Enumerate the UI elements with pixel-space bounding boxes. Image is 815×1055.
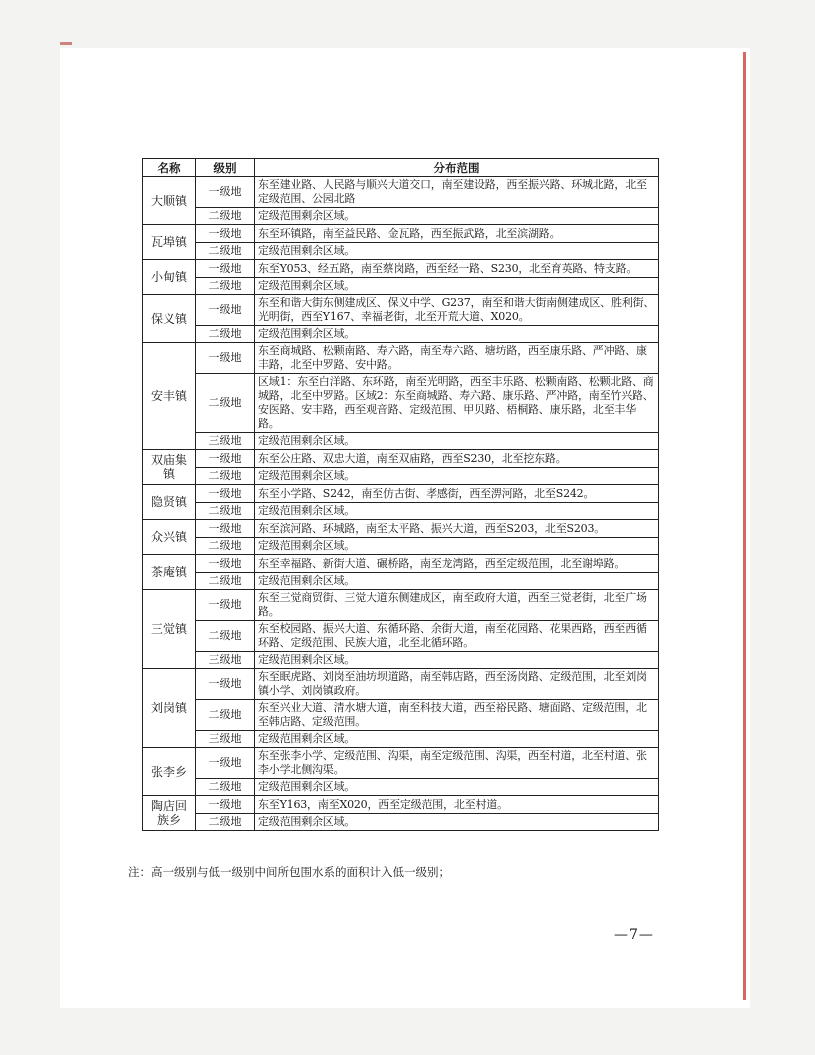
table-row (143, 700, 659, 731)
range-cell: 定级范围剩余区域。 (255, 779, 659, 796)
table-row (143, 520, 659, 538)
header-level: 级别 (196, 159, 255, 177)
range-cell: 东至三觉商贸街、三觉大道东侧建成区，南至政府大道，西至三觉老街，北至广场路。 (255, 590, 659, 621)
range-cell: 东至和谐大街东侧建成区、保义中学、G237，南至和谐大街南侧建成区、胜利街、光明街，西至Y167、幸福老街，北至开荒大道、X020。 (255, 295, 659, 326)
level-cell: 二级地 (196, 700, 255, 731)
level-cell: 一级地 (196, 225, 255, 243)
level-cell: 二级地 (196, 326, 255, 343)
range-cell: 定级范围剩余区域。 (255, 433, 659, 450)
table-row (143, 555, 659, 573)
table-row (143, 485, 659, 503)
level-cell: 一级地 (196, 796, 255, 814)
range-cell: 区域1：东至白洋路、东环路，南至光明路，西至丰乐路、松颗南路、松颗北路、商城路，北至中罗路。区域2：东至商城路、寿六路、康乐路、严冲路，南至竹兴路、安医路、安丰路，西至观音路、定级范围、甲贝路、梧桐路、康乐路，北至丰华路。 (255, 374, 659, 433)
town-name-cell: 双庙集镇 (143, 450, 196, 485)
level-cell: 二级地 (196, 814, 255, 831)
table-row (143, 278, 659, 295)
table-row (143, 374, 659, 433)
town-name-cell: 小甸镇 (143, 260, 196, 295)
land-grade-table (142, 158, 659, 831)
level-cell: 二级地 (196, 503, 255, 520)
town-name-cell: 保义镇 (143, 295, 196, 343)
level-cell: 一级地 (196, 520, 255, 538)
level-cell: 二级地 (196, 278, 255, 295)
scan-edge-line (743, 52, 746, 1000)
range-cell: 东至幸福路、新街大道、碾桥路，南至龙湾路，西至定级范围，北至谢埠路。 (255, 555, 659, 573)
range-cell: 东至校园路、振兴大道、东循环路、余街大道，南至花园路、花果西路，西至西循环路、定级范围、民族大道，北至北循环路。 (255, 621, 659, 652)
town-name-cell: 茶庵镇 (143, 555, 196, 590)
table-row (143, 731, 659, 748)
level-cell: 二级地 (196, 468, 255, 485)
range-cell: 东至Y053、经五路，南至蔡岗路，西至经一路、S230，北至育英路、特支路。 (255, 260, 659, 278)
table-row (143, 433, 659, 450)
town-name-cell: 瓦埠镇 (143, 225, 196, 260)
range-cell: 东至建业路、人民路与顺兴大道交口，南至建设路，西至振兴路、环城北路，北至定级范围、公园北路 (255, 177, 659, 208)
range-cell: 定级范围剩余区域。 (255, 538, 659, 555)
range-cell: 定级范围剩余区域。 (255, 731, 659, 748)
range-cell: 定级范围剩余区域。 (255, 208, 659, 225)
table-row (143, 779, 659, 796)
table-row (143, 295, 659, 326)
range-cell: 定级范围剩余区域。 (255, 468, 659, 485)
table-body (143, 177, 659, 831)
town-name-cell: 刘岗镇 (143, 669, 196, 748)
town-name-cell: 安丰镇 (143, 343, 196, 450)
table-row (143, 669, 659, 700)
table-header-row (143, 159, 659, 177)
range-cell: 东至兴业大道、清水塘大道，南至科技大道，西至裕民路、塘面路、定级范围，北至韩店路、定级范围。 (255, 700, 659, 731)
table-row (143, 621, 659, 652)
level-cell: 一级地 (196, 485, 255, 503)
level-cell: 一级地 (196, 295, 255, 326)
level-cell: 二级地 (196, 573, 255, 590)
level-cell: 二级地 (196, 374, 255, 433)
table-row (143, 814, 659, 831)
level-cell: 二级地 (196, 779, 255, 796)
table-note: 注：高一级别与低一级别中间所包围水系的面积计入低一级别； (128, 865, 450, 879)
level-cell: 三级地 (196, 731, 255, 748)
level-cell: 一级地 (196, 748, 255, 779)
range-cell: 定级范围剩余区域。 (255, 326, 659, 343)
table-row (143, 326, 659, 343)
table-row (143, 208, 659, 225)
table-row (143, 503, 659, 520)
level-cell: 一级地 (196, 343, 255, 374)
table-row (143, 225, 659, 243)
table-row (143, 260, 659, 278)
table-row (143, 538, 659, 555)
header-range: 分布范围 (255, 159, 659, 177)
range-cell: 定级范围剩余区域。 (255, 652, 659, 669)
range-cell: 东至商城路、松颗南路、寿六路，南至寿六路、塘坊路，西至康乐路、严冲路、康丰路，北至中罗路、安中路。 (255, 343, 659, 374)
range-cell: 定级范围剩余区域。 (255, 243, 659, 260)
level-cell: 一级地 (196, 260, 255, 278)
town-name-cell: 众兴镇 (143, 520, 196, 555)
level-cell: 一级地 (196, 669, 255, 700)
level-cell: 三级地 (196, 433, 255, 450)
range-cell: 定级范围剩余区域。 (255, 814, 659, 831)
table-row (143, 652, 659, 669)
table-row (143, 748, 659, 779)
range-cell: 定级范围剩余区域。 (255, 278, 659, 295)
range-cell: 东至小学路、S242，南至仿古街、孝感街，西至淠河路，北至S242。 (255, 485, 659, 503)
table-row (143, 177, 659, 208)
level-cell: 一级地 (196, 177, 255, 208)
town-name-cell: 张李乡 (143, 748, 196, 796)
level-cell: 一级地 (196, 450, 255, 468)
level-cell: 一级地 (196, 590, 255, 621)
range-cell: 定级范围剩余区域。 (255, 503, 659, 520)
level-cell: 三级地 (196, 652, 255, 669)
table-row (143, 468, 659, 485)
range-cell: 东至眠虎路、刘岗至油坊坝道路，南至韩店路，西至汤岗路、定级范围，北至刘岗镇小学、刘岗镇政府。 (255, 669, 659, 700)
table-row (143, 450, 659, 468)
table-row (143, 573, 659, 590)
table-row (143, 343, 659, 374)
scan-mark (60, 42, 72, 45)
table-row (143, 590, 659, 621)
header-name: 名称 (143, 159, 196, 177)
range-cell: 定级范围剩余区域。 (255, 573, 659, 590)
level-cell: 二级地 (196, 538, 255, 555)
range-cell: 东至Y163，南至X020，西至定级范围，北至村道。 (255, 796, 659, 814)
level-cell: 二级地 (196, 243, 255, 260)
range-cell: 东至环镇路，南至益民路、金瓦路，西至振武路，北至滨湖路。 (255, 225, 659, 243)
town-name-cell: 陶店回族乡 (143, 796, 196, 831)
range-cell: 东至张李小学、定级范围、沟渠，南至定级范围、沟渠，西至村道，北至村道、张李小学北侧沟渠。 (255, 748, 659, 779)
level-cell: 一级地 (196, 555, 255, 573)
table-row (143, 243, 659, 260)
page-number: —7— (614, 927, 654, 943)
range-cell: 东至公庄路、双忠大道，南至双庙路，西至S230，北至挖东路。 (255, 450, 659, 468)
level-cell: 二级地 (196, 621, 255, 652)
table-row (143, 796, 659, 814)
level-cell: 二级地 (196, 208, 255, 225)
range-cell: 东至滨河路、环城路，南至太平路、振兴大道，西至S203，北至S203。 (255, 520, 659, 538)
town-name-cell: 三觉镇 (143, 590, 196, 669)
town-name-cell: 隐贤镇 (143, 485, 196, 520)
town-name-cell: 大顺镇 (143, 177, 196, 225)
